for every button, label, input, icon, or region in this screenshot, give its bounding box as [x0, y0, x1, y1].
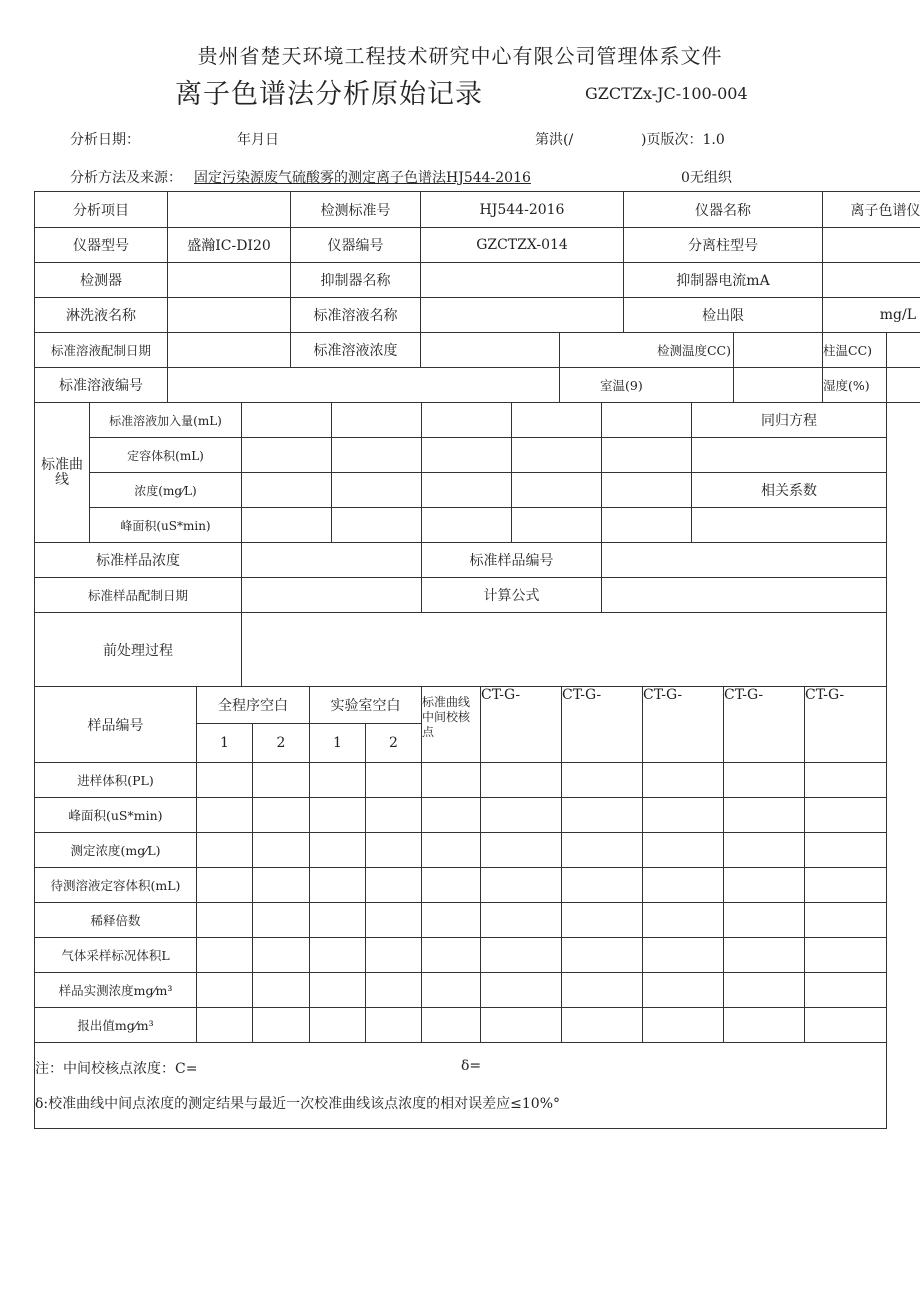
full-blank-label: 全程序空白	[197, 687, 310, 724]
sample-cell[interactable]	[253, 1008, 310, 1043]
pretreat-value[interactable]	[242, 613, 887, 687]
version-label: )页版次：1.0	[641, 132, 725, 148]
sample-cell[interactable]	[805, 903, 887, 938]
sample-row-label: 待测溶液定容体积(mL)	[35, 868, 197, 903]
sample-cell[interactable]	[253, 938, 310, 973]
sample-cell[interactable]	[805, 763, 887, 798]
sample-cell[interactable]	[562, 868, 643, 903]
page-label: 第洪(/	[535, 132, 574, 148]
sample-cell[interactable]	[481, 938, 562, 973]
sample-cell[interactable]	[422, 973, 481, 1008]
sample-cell[interactable]	[562, 798, 643, 833]
sample-cell[interactable]	[562, 763, 643, 798]
curve-cell[interactable]	[422, 473, 512, 508]
curve-row-label: 浓度(mg⁄L)	[90, 473, 242, 508]
curve-label: 标准曲线	[35, 403, 90, 543]
sample-cell[interactable]	[805, 798, 887, 833]
standard-label: 检测标准号	[291, 192, 421, 228]
sample-cell[interactable]	[366, 1008, 422, 1043]
blank-sub-index: 1	[310, 724, 366, 763]
curve-cell[interactable]	[422, 438, 512, 473]
column-temp-label: 柱温CC)	[823, 333, 887, 368]
room-temp-label: 室温(9)	[560, 368, 734, 403]
analysis-item-value[interactable]	[168, 192, 291, 228]
sample-cell[interactable]	[310, 973, 366, 1008]
curve-cell[interactable]	[332, 403, 422, 438]
suppressor-name-label: 抑制器名称	[291, 263, 421, 298]
ct-column-header: CT-G-	[562, 687, 643, 763]
sample-data-row	[35, 973, 887, 1008]
sample-cell[interactable]	[197, 833, 253, 868]
sample-cell[interactable]	[366, 798, 422, 833]
instrument-info-table	[34, 191, 920, 403]
sample-cell[interactable]	[422, 903, 481, 938]
sample-cell[interactable]	[481, 833, 562, 868]
sample-data-row	[35, 833, 887, 868]
curve-cell[interactable]	[602, 438, 692, 473]
sample-cell[interactable]	[481, 868, 562, 903]
sample-cell[interactable]	[197, 763, 253, 798]
sample-cell[interactable]	[481, 763, 562, 798]
sample-cell[interactable]	[562, 973, 643, 1008]
eluent-value[interactable]	[168, 298, 291, 333]
ct-column-header: CT-G-	[724, 687, 805, 763]
curve-row-label: 标准溶液加入量(mL)	[90, 403, 242, 438]
curve-cell[interactable]	[422, 508, 512, 543]
sample-cell[interactable]	[724, 938, 805, 973]
sample-cell[interactable]	[562, 903, 643, 938]
sample-cell[interactable]	[724, 833, 805, 868]
sample-data-row	[35, 868, 887, 903]
standard-value: HJ544-2016	[421, 192, 624, 228]
sample-cell[interactable]	[253, 763, 310, 798]
check-point-label: 标准曲线中间校核点	[422, 687, 481, 763]
instrument-no-value: GZCTZX-014	[421, 228, 624, 263]
sample-cell[interactable]	[643, 833, 724, 868]
sample-row-label: 气体采样标况体积L	[35, 938, 197, 973]
std-conc-label: 标准溶液浓度	[291, 333, 421, 368]
sample-std-no-label: 标准样品编号	[422, 543, 602, 578]
sample-cell[interactable]	[422, 1008, 481, 1043]
sample-data-row	[35, 798, 887, 833]
sample-cell[interactable]	[366, 938, 422, 973]
detector-value[interactable]	[168, 263, 291, 298]
room-temp-value[interactable]	[734, 368, 823, 403]
sample-std-conc-label: 标准样品浓度	[35, 543, 242, 578]
std-conc-value[interactable]	[421, 333, 560, 368]
sample-cell[interactable]	[197, 1008, 253, 1043]
delta-label: δ=	[461, 1057, 482, 1074]
humidity-value[interactable]	[887, 368, 920, 403]
std-solution-name-label: 标准溶液名称	[291, 298, 421, 333]
sample-cell[interactable]	[481, 973, 562, 1008]
samples-table	[34, 686, 887, 1129]
model-label: 仪器型号	[35, 228, 168, 263]
blank-sub-index: 2	[253, 724, 310, 763]
humidity-label: 湿度(%)	[823, 368, 887, 403]
ct-column-header: CT-G-	[643, 687, 724, 763]
curve-cell[interactable]	[512, 403, 602, 438]
sample-cell[interactable]	[643, 938, 724, 973]
sample-cell[interactable]	[366, 763, 422, 798]
sample-row-label: 峰面积(uS*min)	[35, 798, 197, 833]
sample-cell[interactable]	[422, 763, 481, 798]
detect-temp-label: 检测温度CC)	[560, 333, 734, 368]
curve-cell[interactable]	[602, 403, 692, 438]
sample-cell[interactable]	[310, 798, 366, 833]
pretreat-label: 前处理过程	[35, 613, 242, 687]
sample-row-label: 测定浓度(mg⁄L)	[35, 833, 197, 868]
detect-temp-value[interactable]	[734, 333, 823, 368]
curve-cell[interactable]	[602, 473, 692, 508]
suppressor-name-value[interactable]	[421, 263, 624, 298]
std-prep-date-value[interactable]	[168, 333, 291, 368]
eluent-label: 淋洗液名称	[35, 298, 168, 333]
instrument-name-value: 离子色谱仪	[823, 192, 920, 228]
detection-limit-label: 检出限	[624, 298, 823, 333]
sample-cell[interactable]	[253, 833, 310, 868]
std-no-label: 标准溶液编号	[35, 368, 168, 403]
sample-row-label: 稀释倍数	[35, 903, 197, 938]
sample-cell[interactable]	[481, 903, 562, 938]
formula-label: 计算公式	[422, 578, 602, 613]
sample-row-label: 进样体积(PL)	[35, 763, 197, 798]
document-title: 离子色谱法分析原始记录	[175, 79, 483, 110]
sample-cell[interactable]	[253, 903, 310, 938]
column-temp-value[interactable]	[887, 333, 920, 368]
sample-cell[interactable]	[562, 1008, 643, 1043]
curve-cell[interactable]	[512, 438, 602, 473]
sample-cell[interactable]	[366, 868, 422, 903]
analysis-date-label: 分析日期：	[70, 132, 140, 148]
sample-data-row	[35, 938, 887, 973]
curve-cell[interactable]	[512, 473, 602, 508]
sample-cell[interactable]	[310, 833, 366, 868]
sample-cell[interactable]	[562, 938, 643, 973]
sample-row-label: 样品实测浓度mg⁄m³	[35, 973, 197, 1008]
sample-cell[interactable]	[724, 1008, 805, 1043]
std-solution-name-value[interactable]	[421, 298, 624, 333]
sample-cell[interactable]	[253, 868, 310, 903]
blank-sub-index: 2	[366, 724, 422, 763]
column-model-label: 分离柱型号	[624, 228, 823, 263]
sample-cell[interactable]	[481, 1008, 562, 1043]
sample-cell[interactable]	[422, 833, 481, 868]
sample-cell[interactable]	[643, 763, 724, 798]
sample-cell[interactable]	[310, 903, 366, 938]
method-source: 固定污染源废气硫酸雾的测定离子色谱法HJ544-2016	[194, 170, 531, 186]
document-code: GZCTZx-JC-100-004	[585, 84, 748, 103]
sample-cell[interactable]	[805, 938, 887, 973]
sample-cell[interactable]	[724, 798, 805, 833]
ct-column-header: CT-G-	[805, 687, 887, 763]
suppressor-current-label: 抑制器电流mA	[624, 263, 823, 298]
correlation-value[interactable]	[692, 508, 887, 543]
sample-std-prep-date-label: 标准样品配制日期	[35, 578, 242, 613]
regression-label: 同归方程	[692, 403, 887, 438]
analysis-item-label: 分析项目	[35, 192, 168, 228]
sample-cell[interactable]	[724, 763, 805, 798]
sample-cell[interactable]	[724, 973, 805, 1008]
sample-cell[interactable]	[197, 973, 253, 1008]
sample-cell[interactable]	[422, 798, 481, 833]
sample-cell[interactable]	[366, 833, 422, 868]
sample-data-row	[35, 763, 887, 798]
curve-cell[interactable]	[422, 403, 512, 438]
curve-row-label: 定容体积(mL)	[90, 438, 242, 473]
sample-cell[interactable]	[562, 833, 643, 868]
sample-cell[interactable]	[643, 1008, 724, 1043]
sample-data-row	[35, 903, 887, 938]
organization-name: 贵州省楚天环境工程技术研究中心有限公司管理体系文件	[197, 44, 723, 68]
sample-cell[interactable]	[422, 868, 481, 903]
lab-blank-label: 实验室空白	[310, 687, 422, 724]
sample-cell[interactable]	[724, 903, 805, 938]
sample-std-conc-value[interactable]	[242, 543, 422, 578]
detection-limit-unit: mg/L	[823, 298, 920, 333]
suppressor-current-value[interactable]	[823, 263, 920, 298]
model-value: 盛瀚IC-DI20	[168, 228, 291, 263]
instrument-no-label: 仪器编号	[291, 228, 421, 263]
sample-std-prep-date-value[interactable]	[242, 578, 422, 613]
sample-cell[interactable]	[481, 798, 562, 833]
sample-cell[interactable]	[310, 1008, 366, 1043]
tolerance-note: δ:校准曲线中间点浓度的测定结果与最近一次校准曲线该点浓度的相对误差应≤10%°	[35, 1093, 887, 1129]
sample-cell[interactable]	[366, 973, 422, 1008]
sample-cell[interactable]	[643, 903, 724, 938]
method-label: 分析方法及来源：	[70, 170, 182, 186]
sample-cell[interactable]	[310, 763, 366, 798]
sample-std-no-value[interactable]	[602, 543, 887, 578]
sample-cell[interactable]	[366, 903, 422, 938]
sample-cell[interactable]	[310, 938, 366, 973]
blank-sub-index: 1	[197, 724, 253, 763]
sample-cell[interactable]	[724, 868, 805, 903]
curve-cell[interactable]	[602, 508, 692, 543]
sample-cell[interactable]	[643, 868, 724, 903]
std-no-value[interactable]	[168, 368, 560, 403]
date-ymd: 年月日	[237, 132, 279, 148]
sample-cell[interactable]	[643, 798, 724, 833]
curve-row-label: 峰面积(uS*min)	[90, 508, 242, 543]
instrument-name-label: 仪器名称	[624, 192, 823, 228]
sample-cell[interactable]	[805, 868, 887, 903]
sample-data-row	[35, 1008, 887, 1043]
std-prep-date-label: 标准溶液配制日期	[35, 333, 168, 368]
sample-row-label: 报出值mg⁄m³	[35, 1008, 197, 1043]
curve-cell[interactable]	[332, 508, 422, 543]
sample-cell[interactable]	[197, 868, 253, 903]
sample-cell[interactable]	[253, 798, 310, 833]
formula-value[interactable]	[602, 578, 887, 613]
ct-column-header: CT-G-	[481, 687, 562, 763]
sample-cell[interactable]	[197, 903, 253, 938]
sample-cell[interactable]	[805, 833, 887, 868]
sample-cell[interactable]	[197, 798, 253, 833]
column-model-value[interactable]	[823, 228, 920, 263]
curve-cell[interactable]	[332, 473, 422, 508]
curve-cell[interactable]	[242, 508, 332, 543]
sample-cell[interactable]	[805, 973, 887, 1008]
curve-cell[interactable]	[242, 473, 332, 508]
detector-label: 检测器	[35, 263, 168, 298]
curve-cell[interactable]	[512, 508, 602, 543]
sample-cell[interactable]	[643, 973, 724, 1008]
sample-cell[interactable]	[253, 973, 310, 1008]
sample-cell[interactable]	[310, 868, 366, 903]
curve-cell[interactable]	[242, 438, 332, 473]
check-conc-label: 注：中间校核点浓度：C=	[35, 1060, 198, 1077]
sample-no-label: 样品编号	[35, 687, 197, 763]
sample-cell[interactable]	[805, 1008, 887, 1043]
calibration-table	[34, 402, 887, 687]
check-conc-note	[35, 1043, 887, 1093]
sample-cell[interactable]	[422, 938, 481, 973]
regression-value[interactable]	[692, 438, 887, 473]
sample-rows	[35, 763, 887, 1043]
correlation-label: 相关系数	[692, 473, 887, 508]
curve-cell[interactable]	[242, 403, 332, 438]
curve-cell[interactable]	[332, 438, 422, 473]
sample-cell[interactable]	[197, 938, 253, 973]
unorganized-option: 0无组织	[681, 170, 732, 186]
